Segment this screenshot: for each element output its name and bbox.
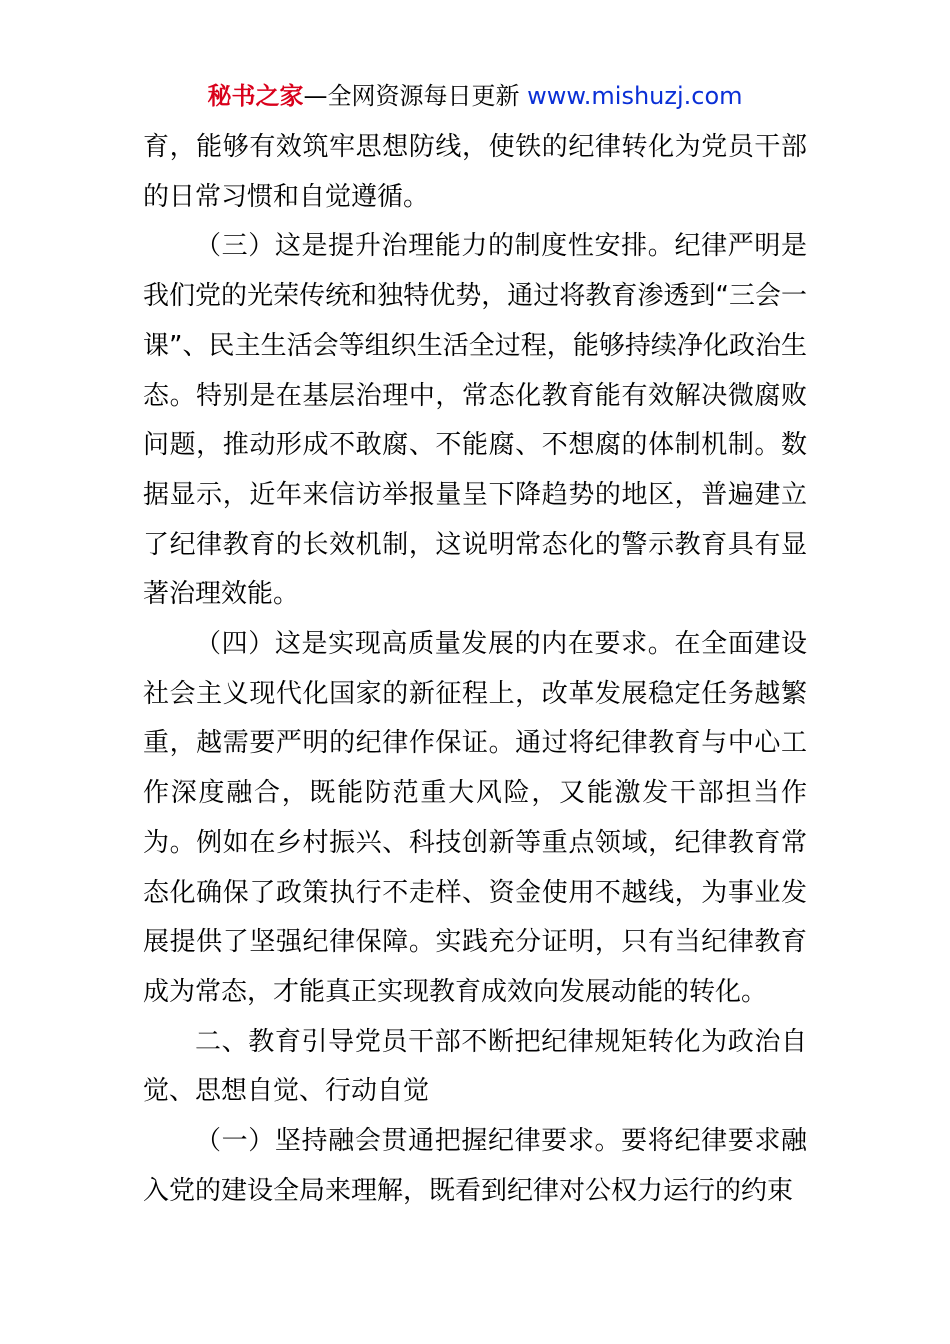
paragraph-continuation: 育，能够有效筑牢思想防线，使铁的纪律转化为党员干部的日常习惯和自觉遵循。	[143, 132, 807, 212]
paragraph-subsection-1: （一）坚持融会贯通把握纪律要求。要将纪律要求融入党的建设全局来理解，既看到纪律对公权力运行的约束	[143, 1126, 807, 1206]
site-brand: 秘书之家	[207, 82, 304, 110]
document-body	[143, 123, 807, 1216]
paragraph-section-4: （四）这是实现高质量发展的内在要求。在全面建设社会主义现代化国家的新征程上，改革发展稳定任务越繁重，越需要严明的纪律作保证。通过将纪律教育与中心工作深度融合，既能防范重大风险，又能激发干部担当作为。例如在乡村振兴、科技创新等重点领域，纪律教育常态化确保了政策执行不走样、资金使用不越线，为事业发展提供了坚强纪律保障。实践充分证明，只有当纪律教育成为常态，才能真正实现教育成效向发展动能的转化。	[143, 629, 807, 1007]
paragraph-section-3: （三）这是提升治理能力的制度性安排。纪律严明是我们党的光荣传统和独特优势，通过将教育渗透到“三会一课”、民主生活会等组织生活全过程，能够持续净化政治生态。特别是在基层治理中，常态化教育能有效解决微腐败问题，推动形成不敢腐、不能腐、不想腐的体制机制。数据显示，近年来信访举报量呈下降趋势的地区，普遍建立了纪律教育的长效机制，这说明常态化的警示教育具有显著治理效能。	[143, 231, 807, 610]
section-heading-2: 二、教育引导党员干部不断把纪律规矩转化为政治自觉、思想自觉、行动自觉	[143, 1026, 807, 1107]
site-header	[0, 80, 950, 112]
site-url-link[interactable]: www.mishuzj.com	[527, 82, 743, 110]
site-tagline: —全网资源每日更新	[303, 82, 528, 110]
